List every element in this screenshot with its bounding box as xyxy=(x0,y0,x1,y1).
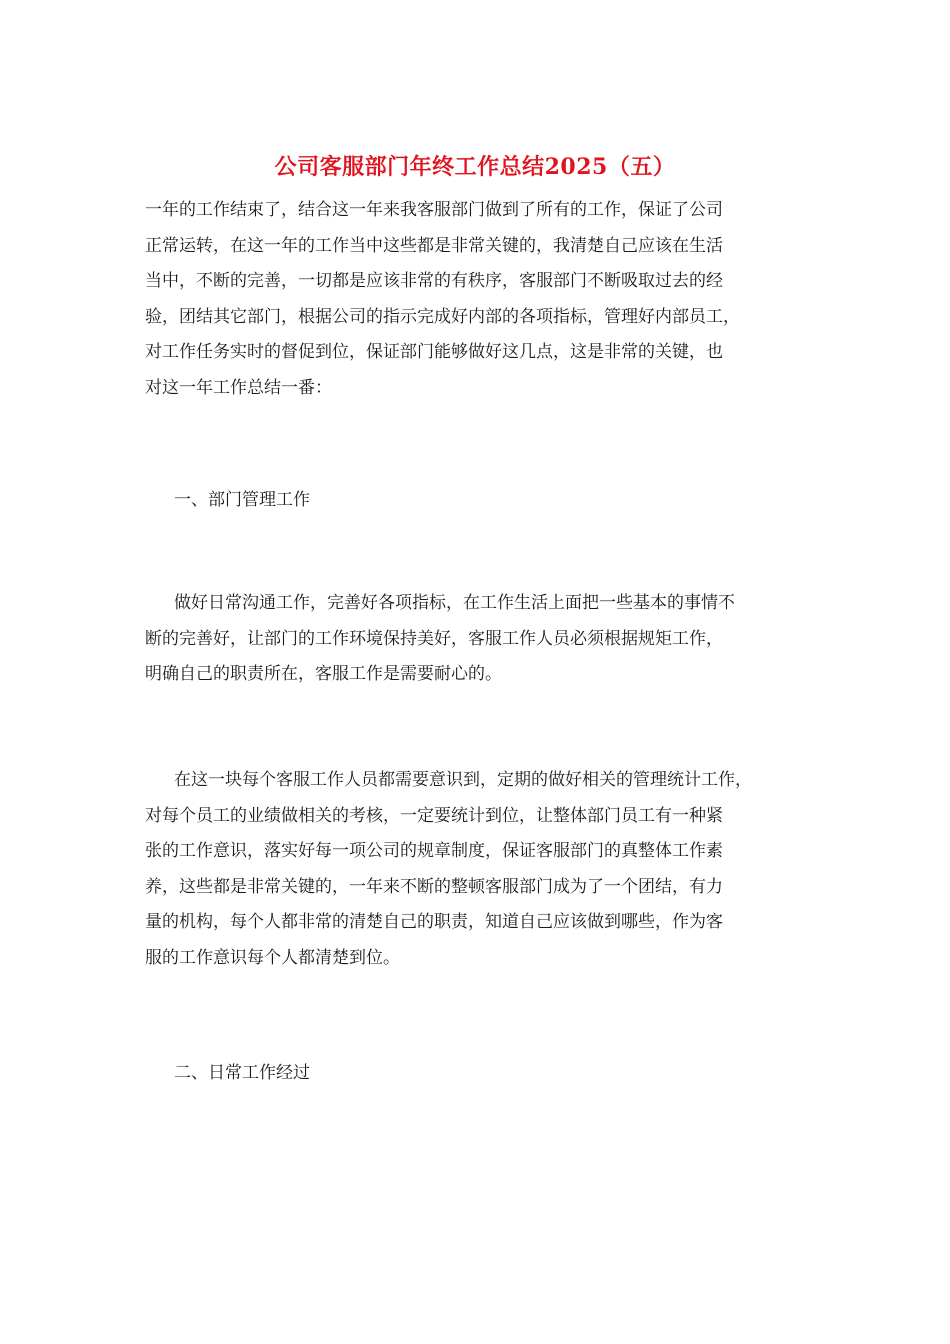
paragraph-line: 养，这些都是非常关键的，一年来不断的整顿客服部门成为了一个团结，有力 xyxy=(145,876,723,897)
paragraph-line: 量的机构，每个人都非常的清楚自己的职责，知道自己应该做到哪些，作为客 xyxy=(145,912,723,932)
paragraph-line: 断的完善好，让部门的工作环境保持美好，客服工作人员必须根据规矩工作， xyxy=(145,628,723,649)
paragraph-line: 服的工作意识每个人都清楚到位。 xyxy=(145,947,400,968)
section-heading-2: 二、日常工作经过 xyxy=(174,1063,310,1083)
intro-line: 一年的工作结束了，结合这一年来我客服部门做到了所有的工作，保证了公司 xyxy=(145,200,723,220)
intro-line: 验，团结其它部门，根据公司的指示完成好内部的各项指标，管理好内部员工， xyxy=(145,306,740,327)
intro-line: 对工作任务实时的督促到位，保证部门能够做好这几点，这是非常的关键，也 xyxy=(145,342,723,362)
intro-paragraph xyxy=(145,193,815,406)
section-heading-1: 一、部门管理工作 xyxy=(174,490,310,510)
paragraph-line: 张的工作意识，落实好每一项公司的规章制度，保证客服部门的真整体工作素 xyxy=(145,841,723,861)
document-title: 公司客服部门年终工作总结2025（五） xyxy=(274,154,676,180)
paragraph-line: 在这一块每个客服工作人员都需要意识到，定期的做好相关的管理统计工作， xyxy=(174,770,752,790)
paragraph-line: 对每个员工的业绩做相关的考核，一定要统计到位，让整体部门员工有一种紧 xyxy=(145,805,723,826)
paragraph-2 xyxy=(145,763,815,976)
intro-line: 正常运转，在这一年的工作当中这些都是非常关键的，我清楚自己应该在生活 xyxy=(145,235,723,256)
intro-line: 对这一年工作总结一番： xyxy=(145,377,332,398)
paragraph-line: 明确自己的职责所在，客服工作是需要耐心的。 xyxy=(145,664,502,684)
paragraph-1 xyxy=(145,586,815,693)
intro-line: 当中，不断的完善，一切都是应该非常的有秩序，客服部门不断吸取过去的经 xyxy=(145,271,723,291)
paragraph-line: 做好日常沟通工作，完善好各项指标，在工作生活上面把一些基本的事情不 xyxy=(174,593,735,613)
